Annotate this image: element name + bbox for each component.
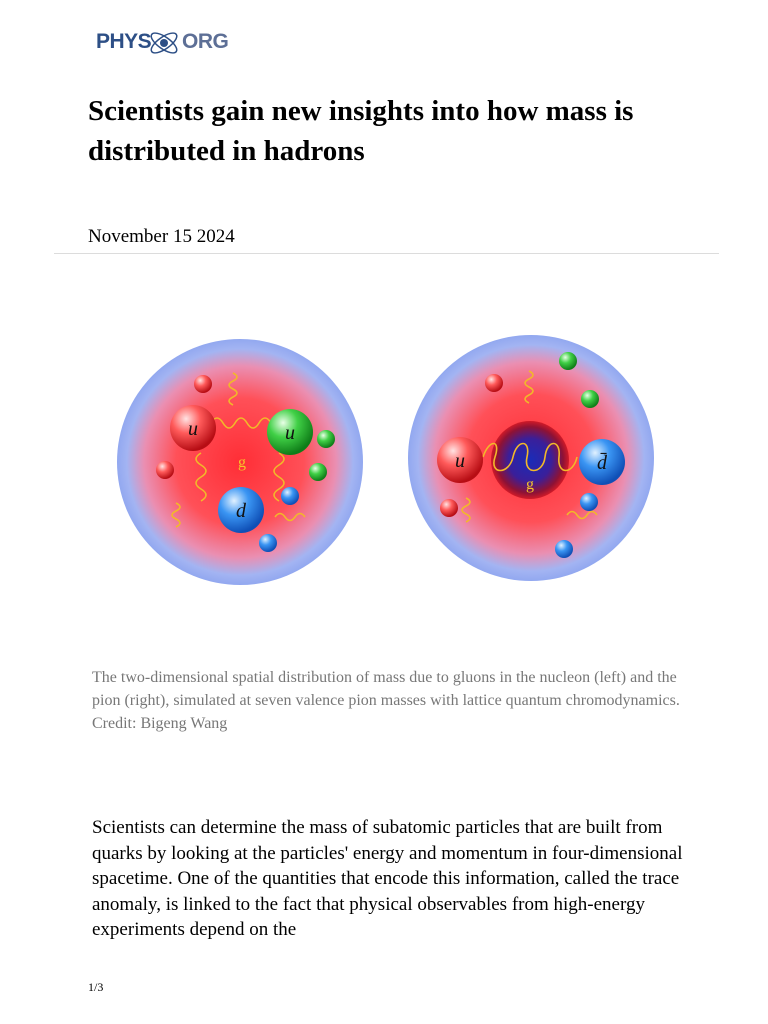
atom-icon	[146, 25, 182, 61]
article-date: November 15 2024	[88, 226, 235, 247]
header-divider	[54, 253, 719, 254]
nucleon-diagram	[117, 339, 363, 585]
quark-label: u	[455, 450, 465, 472]
pion-diagram	[408, 335, 654, 581]
gluon-label: g	[238, 454, 246, 471]
article-body-paragraph: Scientists can determine the mass of subatomic particles that are built from quarks by looking at the particles' energy and momentum in four-dimensional spacetime. One of the quantities that encode this information, called the trace anomaly, is linked to the fact that physical observables from high-energy experiments depend on the	[92, 817, 683, 940]
antiquark-label: d̄	[597, 452, 607, 474]
physorg-logo[interactable]	[96, 24, 236, 64]
article-title: Scientists gain new insights into how mass is distributed in hadrons	[88, 95, 634, 167]
hadron-mass-illustration	[103, 303, 678, 608]
gluon-label: g	[526, 476, 534, 493]
article-figure	[103, 303, 678, 608]
quark-label: u	[285, 422, 295, 444]
page-number: 1/3	[88, 980, 104, 994]
quark-label: d	[236, 500, 246, 522]
logo-left-text: PHYS	[96, 30, 152, 53]
logo-right-text: ORG	[182, 30, 229, 53]
quark-label: u	[188, 418, 198, 440]
figure-caption: The two-dimensional spatial distribution of mass due to gluons in the nucleon (left) and the pion (right), simulated at seven valence pion masses with lattice quantum chromodynamics. Credit: Bigeng Wang	[92, 669, 680, 732]
